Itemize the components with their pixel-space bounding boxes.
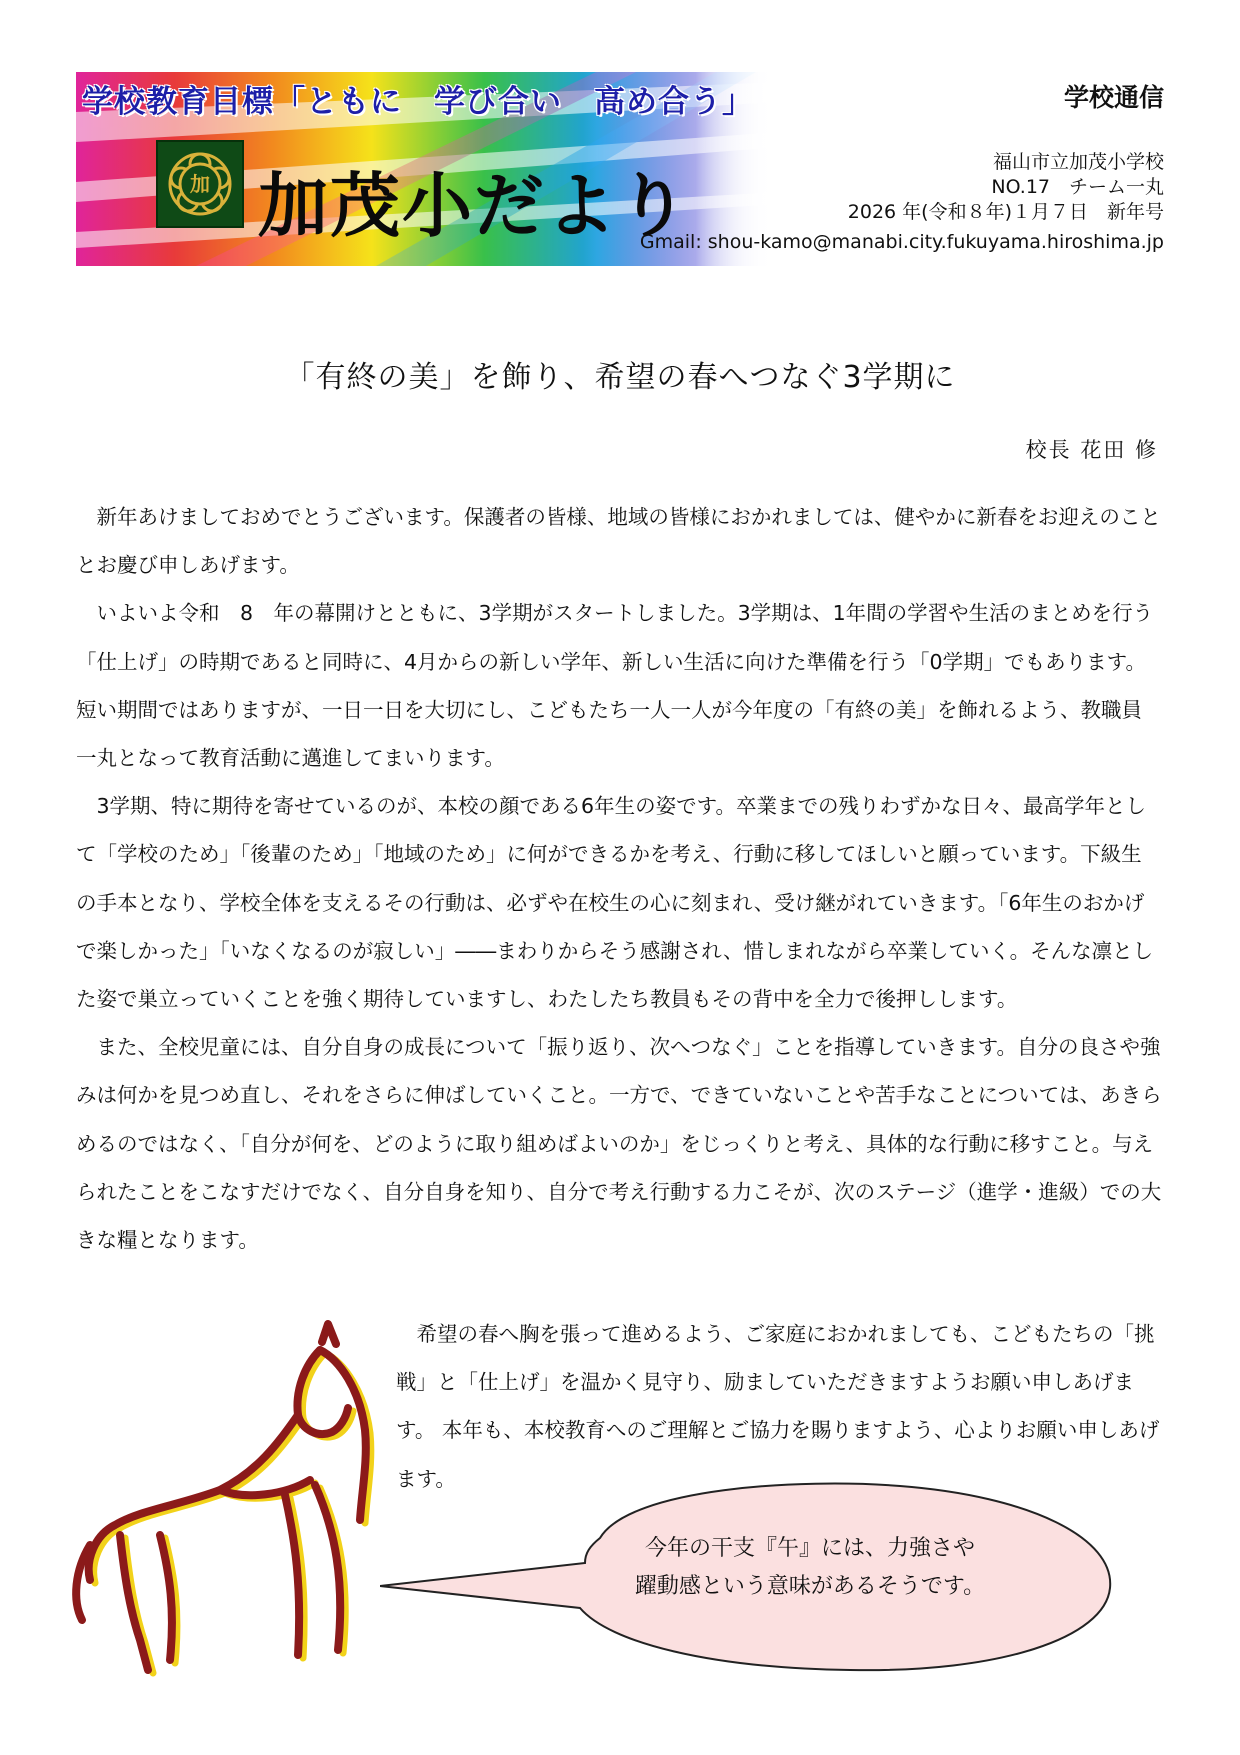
speech-bubble-text [560,1530,1060,1606]
school-emblem [156,140,244,228]
closing-paragraph [396,1310,1162,1503]
paragraph: 3学期、特に期待を寄せているのが、本校の顔である6年生の姿です。卒業までの残りわずかな日々、最高学年として「学校のため」「後輩のため」「地域のため」に何ができるかを考え、行動に移してほしいと願っています。下級生の手本となり、学校全体を支えるその行動は、必ずや在校生の心に刻まれ、受け継がれていきます。「6年生のおかげで楽しかった」「いなくなるのが寂しい」――まわりからそう感謝され、惜しまれながら卒業していく。そんな凛とした姿で巣立っていくことを強く期待していますし、わたしたち教員もその背中を全力で後押しします。 [76,794,1154,1012]
article-author: 校長 花田 修 [1025,438,1158,462]
category-label: 学校通信 [1063,83,1164,112]
bubble-line: 躍動感という意味があるそうです。 [634,1574,986,1599]
bubble-line: 今年の干支『午』には、力強さや [644,1536,975,1561]
paragraph: 希望の春へ胸を張って進めるよう、ご家庭におかれましても、こどもたちの「挑戦」と「仕上げ」を温かく見守り、励ましていただきますようお願い申しあげます。 本年も、本校教育へのご理解とご協力を賜りますよう、心よりお願い申しあげます。 [396,1322,1160,1491]
emblem-icon [158,142,242,226]
paragraph: 新年あけましておめでとうございます。保護者の皆様、地域の皆様におかれましては、健やかに新春をお迎えのこととお慶び申しあげます。 [76,505,1161,578]
issue-number: NO.17 チーム一丸 [991,176,1164,198]
paragraph: いよいよ令和 8 年の幕開けとともに、3学期がスタートしました。3学期は、1年間の学習や生活のまとめを行う「仕上げ」の時期であると同時に、4月からの新しい学年、新しい生活に向けた準備を行う「0学期」でもあります。短い期間ではありますが、一日一日を大切にし、こどもたち一人一人が今年度の「有終の美」を飾れるよう、教職員一丸となって教育活動に邁進してまいります。 [76,601,1154,771]
school-name: 福山市立加茂小学校 [992,151,1164,173]
school-motto: 学校教育目標「ともに 学び合い 高め合う」 [82,84,754,120]
newsletter-title: 加茂小だより [258,165,690,247]
issue-date: 2026 年(令和８年)１月７日 新年号 [847,201,1164,223]
paragraph: また、全校児童には、自分自身の成長について「振り返り、次へつなぐ」ことを指導していきます。自分の良さや強みは何かを見つめ直し、それをさらに伸ばしていくこと。一方で、できていないことや苦手なことについては、あきらめるのではなく、「自分が何を、どのように取り組めばよいのか」をじっくりと考え、具体的な行動に移すこと。与えられたことをこなすだけでなく、自分自身を知り、自分で考え行動する力こそが、次のステージ（進学・進級）での大きな糧となります。 [76,1035,1162,1253]
article-body [76,493,1162,1264]
article-title: 「有終の美」を飾り、希望の春へつなぐ3学期に [284,360,956,395]
horse-icon [70,1320,380,1680]
emblem-text: 加 [190,172,210,196]
contact-email[interactable]: Gmail: shou-kamo@manabi.city.fukuyama.hiroshima.jp [639,231,1164,253]
issue-info [848,150,1164,225]
